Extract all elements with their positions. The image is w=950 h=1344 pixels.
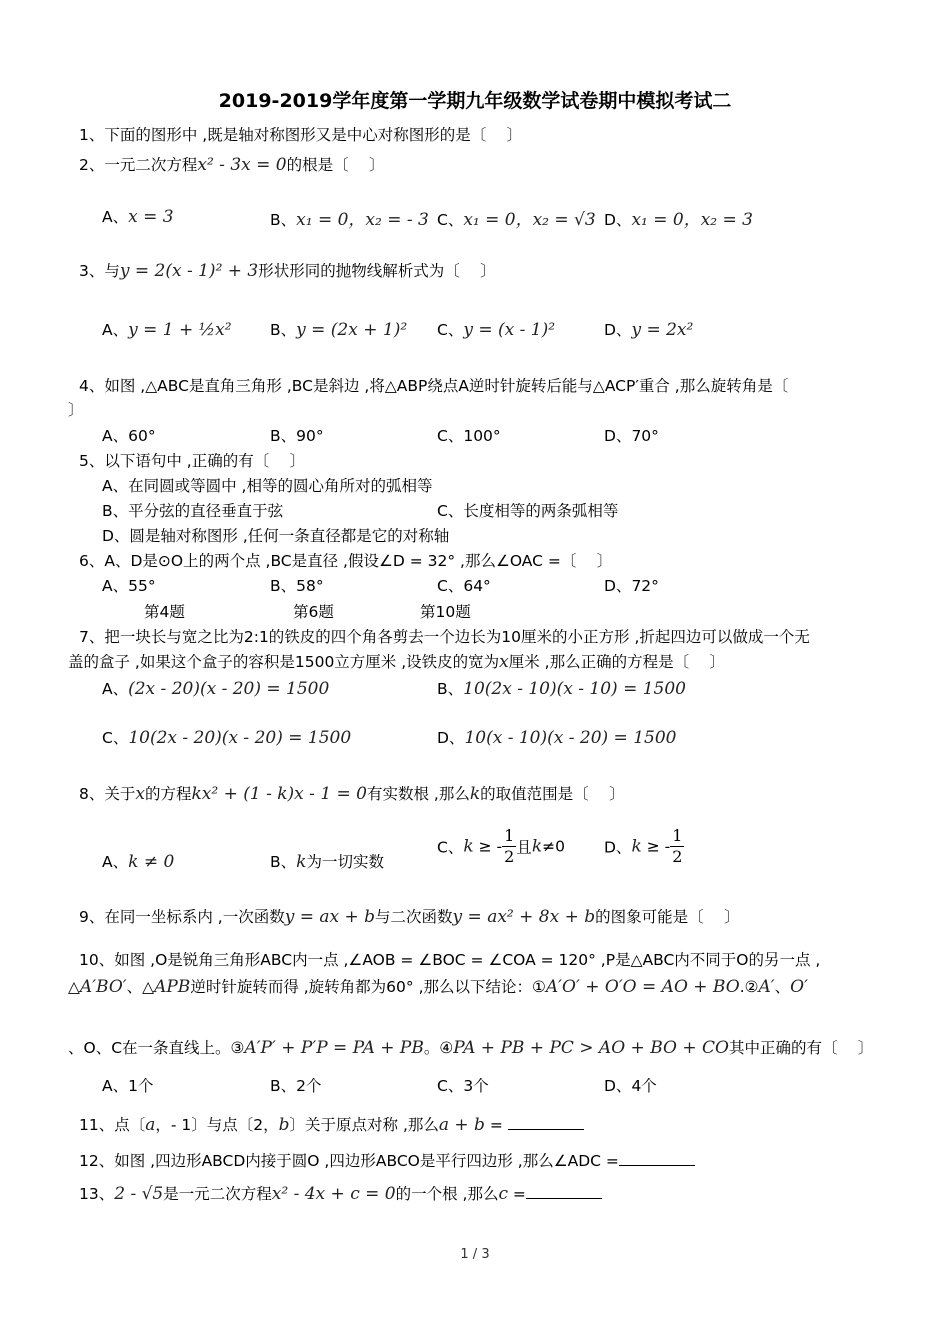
option-math: k bbox=[631, 836, 642, 857]
q5-option-b[interactable]: B、平分弦的直径垂直于弦 bbox=[102, 502, 284, 520]
q8-option-d[interactable] bbox=[604, 826, 684, 867]
option-text: 1个 bbox=[128, 1077, 154, 1095]
question-10-line1: 10、如图 ,O是锐角三角形ABC内一点 ,∠AOB = ∠BOC = ∠COA = 120° ,P是△ABC内不同于O的另一点 , bbox=[79, 951, 821, 969]
q8-equation: kx² + (1 - k)x - 1 = 0 bbox=[191, 784, 367, 804]
q3-option-a[interactable] bbox=[102, 318, 232, 340]
question-11 bbox=[79, 1113, 584, 1135]
option-math: x = 3 bbox=[128, 207, 174, 227]
option-label: B、 bbox=[270, 1077, 297, 1095]
question-6: 6、A、D是⊙O上的两个点 ,BC是直径 ,假设∠D = 32° ,那么∠OAC =〔 〕 bbox=[79, 552, 613, 570]
option-label: D、 bbox=[604, 1077, 632, 1095]
option-text: 且 bbox=[516, 838, 532, 857]
option-label: D、 bbox=[604, 211, 632, 229]
option-label: B、 bbox=[270, 853, 297, 871]
q9-text: 9、在同一坐标系内 ,一次函数 bbox=[79, 908, 285, 926]
q13-root: 2 - √5 bbox=[114, 1184, 164, 1204]
option-math: 10(2x - 10)(x - 10) = 1500 bbox=[463, 679, 686, 699]
q6-option-a[interactable] bbox=[102, 574, 156, 596]
option-math: 10(2x - 20)(x - 20) = 1500 bbox=[128, 728, 352, 748]
q10-conclusion-1: A′O′ + O′O = AO + BO bbox=[545, 977, 740, 997]
q8-var-x: x bbox=[135, 784, 145, 804]
q6-option-b[interactable] bbox=[270, 574, 324, 596]
q11-text: 〕关于原点对称 ,那么 bbox=[289, 1116, 439, 1134]
fraction-denominator: 2 bbox=[672, 847, 683, 866]
q11-var-a: a bbox=[145, 1115, 156, 1135]
figure-label-10: 第10题 bbox=[420, 603, 471, 621]
option-label: A、 bbox=[102, 427, 129, 445]
question-2-suffix: 的根是〔 〕 bbox=[286, 156, 385, 174]
option-label: B、 bbox=[270, 321, 297, 339]
q10-math: APB bbox=[154, 977, 191, 997]
q10-conclusion-4: PA + PB + PC > AO + BO + CO bbox=[453, 1038, 729, 1058]
option-label: A、 bbox=[102, 208, 129, 226]
option-label: C、 bbox=[437, 838, 464, 857]
option-math: k bbox=[531, 836, 543, 857]
question-13 bbox=[79, 1182, 602, 1204]
q8-text: 8、关于 bbox=[79, 785, 136, 803]
option-label: A、 bbox=[102, 577, 129, 595]
q5-option-a[interactable]: A、在同圆或等圆中 ,相等的圆心角所对的弧相等 bbox=[102, 477, 433, 495]
q13-text: 13、 bbox=[79, 1185, 115, 1203]
q8-text: 有实数根 ,那么 bbox=[367, 785, 470, 803]
option-label: D、 bbox=[604, 427, 632, 445]
option-label: D、 bbox=[437, 729, 465, 747]
question-5: 5、以下语句中 ,正确的有〔 〕 bbox=[79, 452, 306, 470]
option-text: 2个 bbox=[296, 1077, 322, 1095]
option-text: 100° bbox=[463, 427, 501, 445]
question-3 bbox=[79, 259, 496, 281]
q3-option-d[interactable] bbox=[604, 318, 693, 340]
q6-option-d[interactable] bbox=[604, 574, 659, 596]
question-2-prefix: 2、一元二次方程 bbox=[79, 156, 198, 174]
q10-text: 、O、C在一条直线上。③ bbox=[68, 1039, 245, 1057]
option-label: B、 bbox=[270, 427, 297, 445]
page-title: 2019-2019学年度第一学期九年级数学试卷期中模拟考试二 bbox=[218, 90, 732, 112]
option-text: 72° bbox=[631, 577, 659, 595]
question-7-var: x bbox=[499, 652, 509, 672]
q10-text: 其中正确的有〔 〕 bbox=[728, 1039, 874, 1057]
question-4-line2: 〕 bbox=[68, 401, 84, 419]
option-label: A、 bbox=[102, 853, 129, 871]
option-math: x₁ = 0，x₂ = 3 bbox=[631, 210, 753, 230]
q13-var-c: c bbox=[498, 1184, 508, 1204]
q11-text: ，- 1〕与点〔2， bbox=[155, 1116, 279, 1134]
option-text: 为一切实数 bbox=[306, 853, 384, 871]
option-text: 90° bbox=[296, 427, 324, 445]
fraction-numerator: 1 bbox=[504, 826, 515, 845]
option-label: B、 bbox=[270, 211, 297, 229]
figure-label-4: 第4题 bbox=[144, 603, 185, 621]
q10-option-b[interactable] bbox=[270, 1074, 322, 1096]
q11-expression: a + b bbox=[438, 1115, 485, 1135]
page-number: 1 / 3 bbox=[460, 1247, 490, 1262]
q10-option-a[interactable] bbox=[102, 1074, 153, 1096]
question-2 bbox=[79, 153, 385, 175]
q8-option-b[interactable] bbox=[270, 850, 384, 872]
option-text: ≥ bbox=[478, 837, 492, 856]
option-math: x₁ = 0，x₂ = - 3 bbox=[296, 210, 429, 230]
q2-option-d[interactable] bbox=[604, 205, 753, 230]
q4-option-a[interactable] bbox=[102, 424, 156, 446]
question-3-equation: y = 2(x - 1)² + 3 bbox=[119, 261, 259, 281]
triangle-symbol: △ bbox=[68, 978, 80, 996]
q10-option-c[interactable] bbox=[437, 1074, 489, 1096]
option-label: D、 bbox=[604, 838, 632, 857]
q10-math: O′ bbox=[790, 977, 808, 997]
option-math: y = 1 + ½x² bbox=[128, 320, 232, 340]
q2-option-b[interactable] bbox=[270, 205, 429, 230]
option-label: C、 bbox=[437, 1077, 464, 1095]
q10-text: 。④ bbox=[423, 1039, 454, 1057]
option-text: 70° bbox=[631, 427, 659, 445]
q11-text: = bbox=[484, 1116, 503, 1134]
option-text: ≥ bbox=[646, 837, 660, 856]
option-text: 60° bbox=[128, 427, 156, 445]
q13-text: 的一个根 ,那么 bbox=[395, 1185, 499, 1203]
q10-text: 逆时针旋转而得 ,旋转角都为60° ,那么以下结论：① bbox=[190, 978, 546, 996]
question-4-line1: 4、如图 ,△ABC是直角三角形 ,BC是斜边 ,将△ABP绕点A逆时针旋转后能与△ACP′重合 ,那么旋转角是〔 bbox=[79, 377, 789, 395]
option-text: 64° bbox=[463, 577, 491, 595]
option-math: y = 2x² bbox=[631, 320, 694, 340]
option-math: k ≠ 0 bbox=[128, 852, 175, 872]
option-text: 3个 bbox=[463, 1077, 489, 1095]
fraction-denominator: 2 bbox=[504, 847, 515, 866]
q3-option-b[interactable] bbox=[270, 318, 407, 340]
q10-text: 、△ bbox=[126, 978, 155, 996]
q6-option-c[interactable] bbox=[437, 574, 491, 596]
fraction bbox=[670, 826, 684, 867]
q8-option-a[interactable] bbox=[102, 850, 174, 872]
option-label: C、 bbox=[437, 427, 464, 445]
question-10-line3 bbox=[68, 1036, 873, 1058]
option-text: 4个 bbox=[631, 1077, 657, 1095]
option-label: C、 bbox=[437, 577, 464, 595]
question-3-prefix: 3、与 bbox=[79, 262, 120, 280]
q8-text: 的方程 bbox=[144, 785, 192, 803]
q10-math: A′BO′ bbox=[79, 977, 127, 997]
question-2-equation: x² - 3x = 0 bbox=[197, 155, 287, 175]
q8-var-k: k bbox=[469, 784, 481, 804]
minus-sign: - bbox=[496, 837, 503, 856]
q5-option-d[interactable]: D、圆是轴对称图形 ,任何一条直径都是它的对称轴 bbox=[102, 527, 450, 545]
option-math: k bbox=[463, 836, 474, 857]
q8-text: 的取值范围是〔 〕 bbox=[480, 785, 625, 803]
option-math: y = (2x + 1)² bbox=[296, 320, 408, 340]
option-label: B、 bbox=[270, 577, 297, 595]
option-math: x₁ = 0，x₂ = √3 bbox=[463, 210, 596, 230]
option-label: C、 bbox=[437, 211, 464, 229]
q7-option-b[interactable] bbox=[437, 677, 686, 699]
question-3-suffix: 形状形同的抛物线解析式为〔 〕 bbox=[258, 262, 496, 280]
q7-option-d[interactable] bbox=[437, 726, 676, 748]
question-12 bbox=[79, 1149, 695, 1171]
q11-var-b: b bbox=[278, 1115, 290, 1135]
option-label: A、 bbox=[102, 1077, 129, 1095]
q8-option-c[interactable] bbox=[437, 826, 565, 867]
q11-text: 11、点〔 bbox=[79, 1116, 146, 1134]
figure-label-6: 第6题 bbox=[293, 603, 334, 621]
question-7-text-end: 厘米 ,那么正确的方程是〔 〕 bbox=[508, 653, 726, 671]
q4-option-b[interactable] bbox=[270, 424, 324, 446]
option-math: (2x - 20)(x - 20) = 1500 bbox=[128, 679, 330, 699]
option-text: 55° bbox=[128, 577, 156, 595]
q10-text: 、 bbox=[774, 978, 791, 996]
q7-option-a[interactable] bbox=[102, 677, 329, 699]
option-label: A、 bbox=[102, 321, 129, 339]
q4-option-c[interactable] bbox=[437, 424, 501, 446]
option-label: C、 bbox=[437, 321, 464, 339]
answer-blank[interactable] bbox=[619, 1151, 695, 1166]
question-8 bbox=[79, 782, 625, 804]
option-label: B、 bbox=[437, 680, 464, 698]
option-text: ≠0 bbox=[542, 837, 565, 856]
option-label: C、 bbox=[102, 729, 129, 747]
question-7-text: 盖的盒子 ,如果这个盒子的容积是1500立方厘米 ,设铁皮的宽为 bbox=[68, 653, 500, 671]
q7-option-c[interactable] bbox=[102, 726, 351, 748]
q4-option-d[interactable] bbox=[604, 424, 659, 446]
question-1: 1、下面的图形中 ,既是轴对称图形又是中心对称图形的是〔 〕 bbox=[79, 126, 523, 144]
option-math: y = (x - 1)² bbox=[463, 320, 556, 340]
q10-text: .② bbox=[739, 978, 759, 996]
q10-math: A′ bbox=[758, 977, 775, 997]
option-label: D、 bbox=[604, 321, 632, 339]
q3-option-c[interactable] bbox=[437, 318, 555, 340]
minus-sign: - bbox=[664, 837, 671, 856]
q9-linear-function: y = ax + b bbox=[284, 907, 376, 927]
answer-blank[interactable] bbox=[508, 1115, 584, 1130]
q9-text: 的图象可能是〔 〕 bbox=[595, 908, 740, 926]
q13-text: = bbox=[507, 1185, 526, 1203]
q12-text: 12、如图 ,四边形ABCD内接于圆O ,四边形ABCO是平行四边形 ,那么∠ADC = bbox=[79, 1152, 619, 1170]
q10-conclusion-3: A′P′ + P′P = PA + PB bbox=[244, 1038, 424, 1058]
question-7-line1: 7、把一块长与宽之比为2:1的铁皮的四个角各剪去一个边长为10厘米的小正方形 ,折起四边可以做成一个无 bbox=[79, 628, 810, 646]
option-label: A、 bbox=[102, 680, 129, 698]
q13-text: 是一元二次方程 bbox=[163, 1185, 272, 1203]
fraction bbox=[502, 826, 516, 867]
q10-option-d[interactable] bbox=[604, 1074, 657, 1096]
option-text: 58° bbox=[296, 577, 324, 595]
option-math: k bbox=[296, 852, 307, 872]
q5-option-c[interactable]: C、长度相等的两条弧相等 bbox=[437, 502, 619, 520]
q2-option-c[interactable] bbox=[437, 205, 596, 230]
question-10-line2 bbox=[68, 975, 808, 997]
answer-blank[interactable] bbox=[526, 1184, 602, 1199]
q9-text: 与二次函数 bbox=[375, 908, 453, 926]
q13-equation: x² - 4x + c = 0 bbox=[271, 1184, 396, 1204]
question-7-line2 bbox=[68, 650, 725, 672]
question-9 bbox=[79, 905, 740, 927]
q9-quadratic-function: y = ax² + 8x + b bbox=[452, 907, 596, 927]
option-math: 10(x - 10)(x - 20) = 1500 bbox=[464, 728, 677, 748]
fraction-numerator: 1 bbox=[672, 826, 683, 845]
q2-option-a[interactable] bbox=[102, 205, 174, 227]
option-label: D、 bbox=[604, 577, 632, 595]
